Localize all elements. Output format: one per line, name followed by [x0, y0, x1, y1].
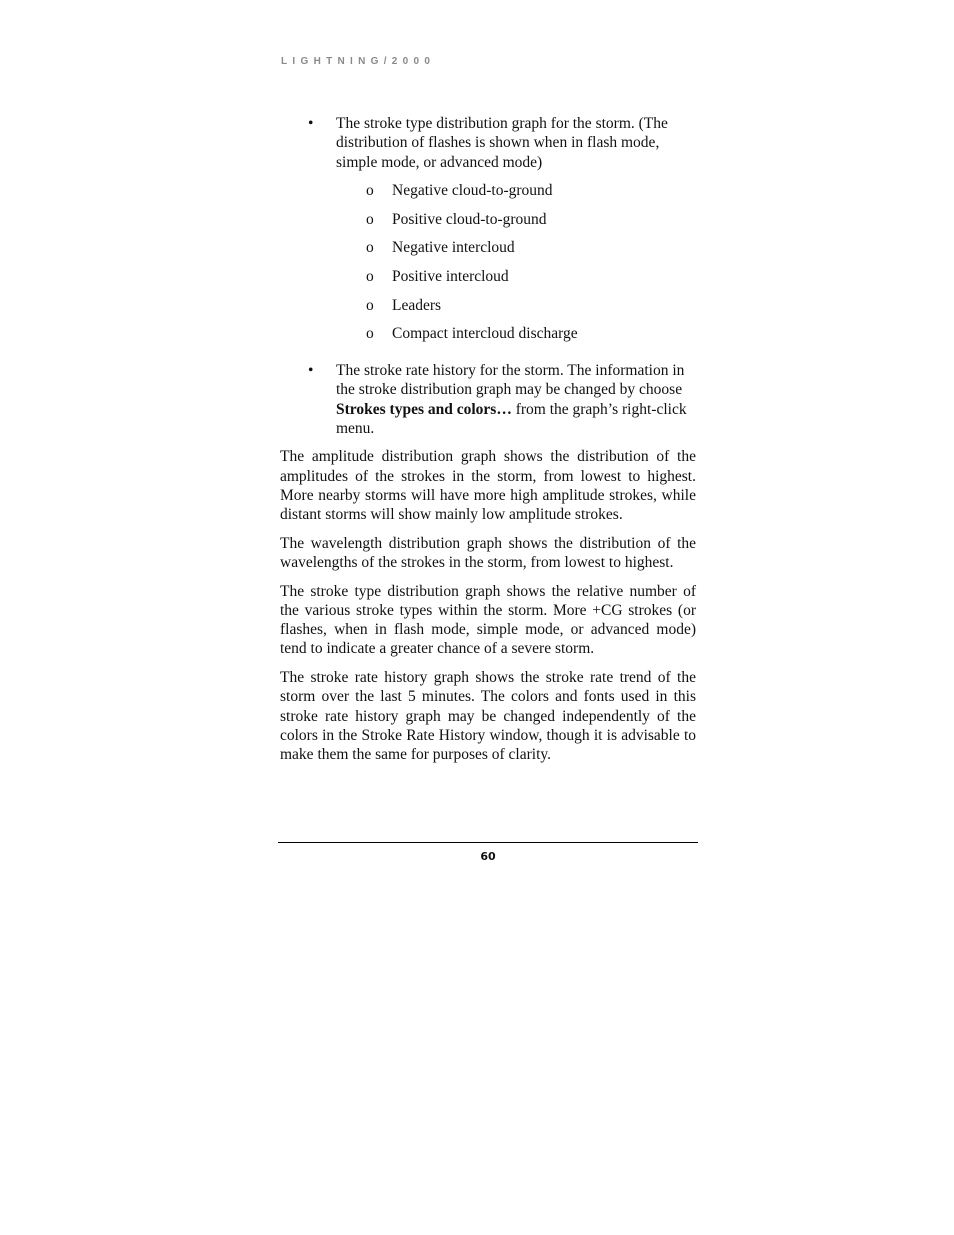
list-item [280, 181, 696, 210]
list-item [280, 210, 696, 239]
circle-bullet-icon: o [366, 325, 374, 343]
page-body [280, 114, 696, 774]
bullet-item-stroke-rate [280, 361, 696, 438]
list-item-label: Positive cloud-to-ground [392, 210, 547, 228]
list-item [280, 324, 696, 353]
circle-bullet-icon: o [366, 239, 374, 257]
paragraph-stroke-rate: The stroke rate history graph shows the stroke rate trend of the storm over the last 5 minutes. The colors and fonts used in this stroke rate history graph may be changed independently of the colors in the Stroke Rate History window, though it is advisable to make them the same for purposes of clarity. [280, 669, 696, 764]
paragraph-wavelength: The wavelength distribution graph shows the distribution of the wavelengths of the strokes in the storm, from lowest to highest. [280, 534, 696, 571]
bullet-text-start: The stroke rate history for the storm. The information in the stroke distribution graph may be changed by choose [336, 362, 685, 399]
list-item-label: Positive intercloud [392, 267, 509, 285]
bullet-text-end: from the graph’s right-click menu. [336, 400, 687, 437]
bullet-item-stroke-type [280, 114, 696, 172]
bullet-icon: • [308, 115, 314, 132]
circle-bullet-icon: o [366, 210, 374, 228]
bullet-text: The stroke type distribution graph for the storm. (The distribution of flashes is shown when in flash mode, simple mode, or advanced mode) [336, 115, 668, 171]
list-item-label: Negative cloud-to-ground [392, 181, 553, 199]
footer-divider [278, 842, 698, 843]
bullet-text [336, 362, 687, 437]
list-item [280, 267, 696, 296]
list-item-label: Compact intercloud discharge [392, 325, 578, 343]
circle-bullet-icon: o [366, 181, 374, 199]
list-item [280, 296, 696, 325]
page-number: 60 [480, 850, 496, 863]
paragraph-stroke-type: The stroke type distribution graph shows the relative number of the various stroke types within the storm. More +CG strokes (or flashes, when in flash mode, simple mode, or advanced mode) tend to indicate a greater chance of a severe storm. [280, 582, 696, 658]
list-item [280, 238, 696, 267]
bullet-icon: • [308, 362, 314, 380]
circle-bullet-icon: o [366, 267, 374, 285]
circle-bullet-icon: o [366, 296, 374, 314]
paragraph-amplitude: The amplitude distribution graph shows the distribution of the amplitudes of the strokes in the storm, from lowest to highest. More nearby storms will have more high amplitude strokes, while distant storms will show mainly low amplitude strokes. [280, 448, 696, 524]
menu-command-name: Strokes types and colors… [336, 400, 512, 418]
list-item-label: Leaders [392, 296, 442, 314]
list-item-label: Negative intercloud [392, 239, 515, 257]
stroke-type-list [280, 181, 696, 353]
running-header: LIGHTNING/2000 [281, 56, 436, 67]
